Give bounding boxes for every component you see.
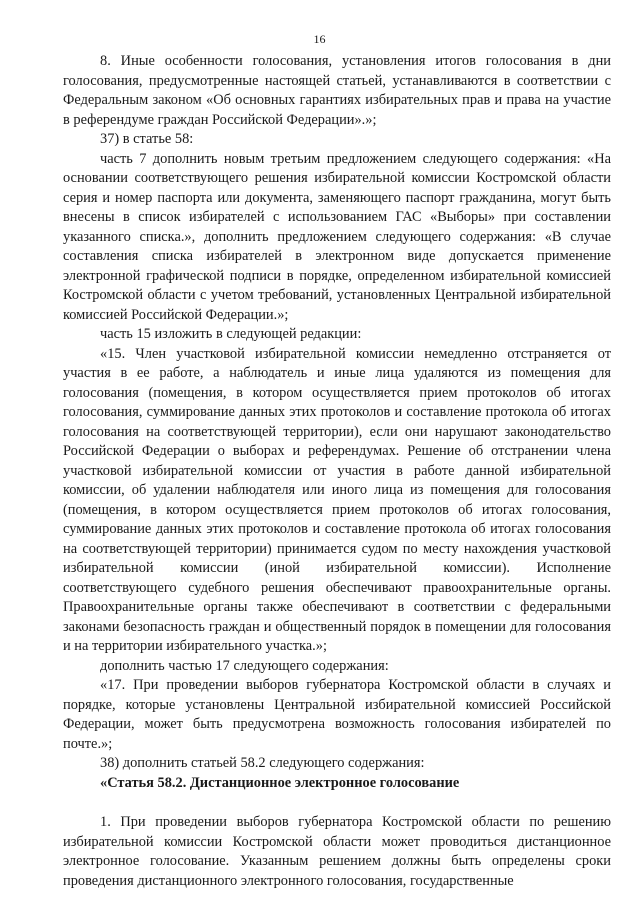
paragraph-part-17-text: «17. При проведении выборов губернатора Костромской области в случаях и порядке, которые установлены Центральной избирательной комиссией Российской Федерации, может быть предусмотрена возможность голосования избирателей по почте.»; [63,677,611,752]
paragraph-part-7: часть 7 дополнить новым третьим предложением следующего содержания: «На основании соответствующего решения избирательной комиссии Костромской области серия и номер паспорта или документа, заменяющего паспорт гражданина, могут быть внесены в список избирателей с использованием ГАС «Выборы» при составлении указанного списка.», дополнить предложением следующего содержания: «В случае составления списка избирателей в электронном виде допускается применение электронной графической подписи в порядке, определенном избирательной комиссией Костромской области с учетом требований, установленных Центральной избирательной комиссией Российской Федерации.»; [63,150,611,323]
paragraph-part-15-intro: часть 15 изложить в следующей редакции: [100,326,362,342]
paragraph-amendment-37: 37) в статье 58: [100,131,194,147]
document-body [63,52,611,891]
article-58-2-heading: «Статья 58.2. Дистанционное электронное голосование [100,774,460,791]
paragraph-item-8: 8. Иные особенности голосования, установления итогов голосования в дни голосования, предусмотренные настоящей статьей, устанавливаются в соответствии с Федеральным законом «Об основных гарантиях избирательных прав и права на участие в референдуме граждан Российской Федерации».»; [63,53,611,128]
paragraph-part-15-text: «15. Член участковой избирательной комиссии немедленно отстраняется от участия в ее работе, а наблюдатель и иные лица удаляются из помещения для голосования (помещения, в котором осуществляется прием протоколов об итогах голосования, суммирование данных этих протоколов и составление протокола об итогах голосования на соответствующей территории), если они нарушают законодательство Российской Федерации о выборах и референдумах. Решение об отстранении члена участковой избирательной комиссии от участия в работе данной избирательной комиссии, об удалении наблюдателя или иного лица из помещения для голосования (помещения, в котором осуществляется прием протоколов об итогах голосования, суммирование данных этих протоколов и составление протокола об итогах голосования на соответствующей территории) принимается судом по месту нахождения участковой избирательной комиссии (иной избирательной комиссии). Исполнение соответствующего судебного решения обеспечивают правоохранительные органы. Правоохранительные органы также обеспечивают в соответствии с федеральными законами безопасность граждан и общественный порядок в помещении для голосования и на территории избирательного участка.»; [63,345,611,654]
paragraph-part-17-intro: дополнить частью 17 следующего содержания: [100,657,389,674]
page-number: 16 [313,32,326,46]
paragraph-amendment-38: 38) дополнить статьей 58.2 следующего содержания: [100,755,425,771]
paragraph-article-58-2-item-1: 1. При проведении выборов губернатора Костромской области по решению избирательной комиссии Костромской области может проводиться дистанционное электронное голосование. Указанным решением должны быть определены сроки проведения дистанционного электронного голосования, государственные [63,814,611,889]
